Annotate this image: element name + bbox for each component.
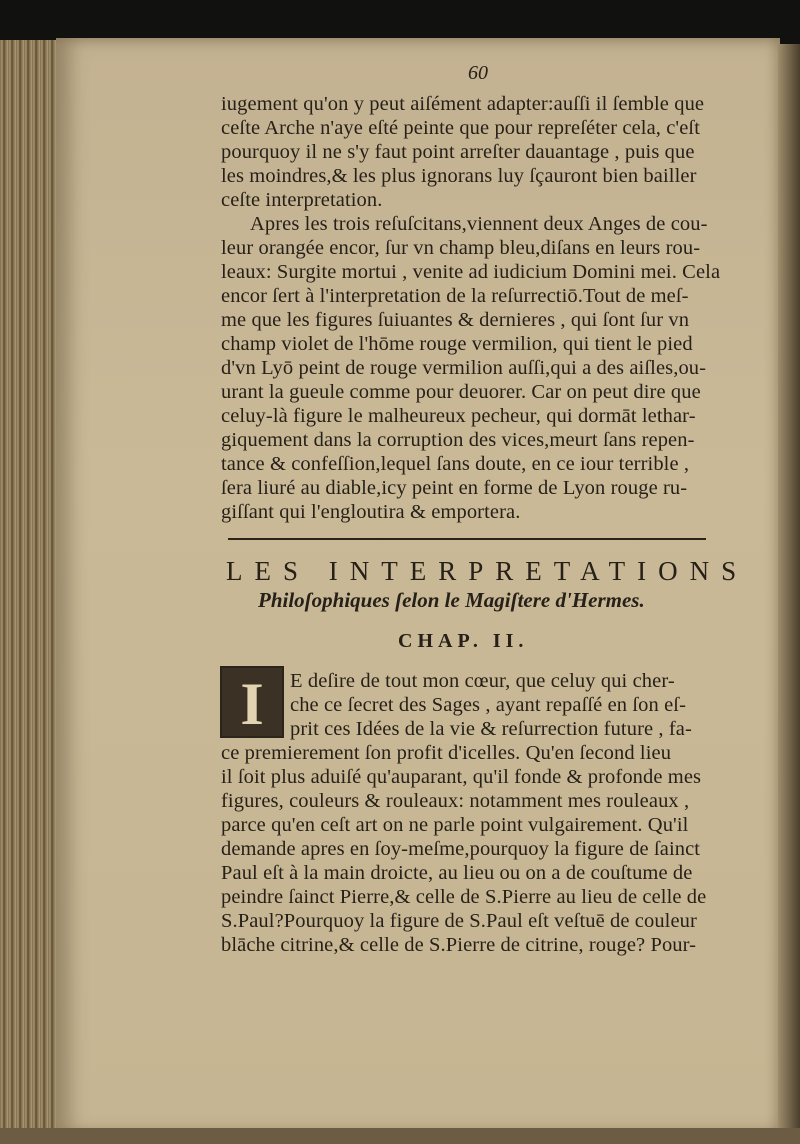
text-line: E deſire de tout mon cœur, que celuy qui cher-	[290, 670, 675, 692]
text-line: demande apres en ſoy-meſme,pourquoy la figure de ſainct	[221, 838, 701, 860]
text-line: les moindres,& les plus ignorans luy ſçauront bien bailler	[221, 165, 697, 187]
text-line: d'vn Lyō peint de rouge vermilion auſſi,qui a des aiſles,ou-	[221, 357, 707, 379]
section-divider-rule	[228, 538, 706, 540]
text-line: me que les figures ſuiuantes & dernieres , qui ſont ſur vn	[221, 309, 690, 331]
text-line: ceſte interpretation.	[221, 189, 383, 211]
section-heading: LES INTERPRETATIONS	[226, 556, 749, 586]
text-line: Apres les trois reſuſcitans,viennent deux Anges de cou-	[250, 213, 708, 235]
text-line: prit ces Idées de la vie & reſurrection future , fa-	[290, 718, 692, 740]
text-line: leaux: Surgite mortui , venite ad iudicium Domini mei. Cela	[221, 261, 721, 283]
decorated-initial: I	[220, 666, 284, 738]
text-line: figures, couleurs & rouleaux: notamment mes rouleaux ,	[221, 790, 690, 812]
section-subheading: Philoſophiques ſelon le Magiſtere d'Hermes.	[258, 588, 645, 612]
text-line: che ce ſecret des Sages , ayant repaſſé en ſon eſ-	[290, 694, 687, 716]
text-line: champ violet de l'hōme rouge vermilion, qui tient le pied	[221, 333, 693, 355]
text-line: tance & confeſſion,lequel ſans doute, en ce iour terrible ,	[221, 453, 690, 475]
text-line: parce qu'en ceſt art on ne parle point vulgairement. Qu'il	[221, 814, 689, 836]
text-line: pourquoy il ne s'y faut point arreſter dauantage , puis que	[221, 141, 695, 163]
text-line: iugement qu'on y peut aiſément adapter:auſſi il ſemble que	[221, 93, 705, 115]
scan-bottom-border	[0, 1128, 800, 1144]
text-line: giquement dans la corruption des vices,meurt ſans repen-	[221, 429, 695, 451]
text-line: blāche citrine,& celle de S.Pierre de citrine, rouge? Pour-	[221, 934, 697, 956]
text-line: S.Paul?Pourquoy la figure de S.Paul eſt veſtuē de couleur	[221, 910, 697, 932]
text-line: ſera liuré au diable,icy peint en forme de Lyon rouge ru-	[221, 477, 688, 499]
book-binding	[0, 40, 62, 1144]
page-edge	[778, 44, 800, 1144]
text-line: ce premierement ſon profit d'icelles. Qu'en ſecond lieu	[221, 742, 672, 764]
text-line: celuy-là figure le malheureux pecheur, qui dormāt lethar-	[221, 405, 696, 427]
text-line: giſſant qui l'engloutira & emportera.	[221, 501, 521, 523]
text-line: leur orangée encor, ſur vn champ bleu,diſans en leurs rou-	[221, 237, 701, 259]
text-line: urant la gueule comme pour deuorer. Car on peut dire que	[221, 381, 701, 403]
page-number: 60	[468, 62, 488, 84]
text-line: peindre ſainct Pierre,& celle de S.Pierre au lieu de celle de	[221, 886, 707, 908]
text-line: ceſte Arche n'aye eſté peinte que pour repreſéter cela, c'eſt	[221, 117, 701, 139]
chapter-label: CHAP. II.	[398, 630, 529, 652]
text-line: Paul eſt à la main droicte, au lieu ou on a de couſtume de	[221, 862, 693, 884]
text-line: encor ſert à l'interpretation de la reſurrectiō.Tout de meſ-	[221, 285, 689, 307]
text-line: il ſoit plus aduiſé qu'auparant, qu'il fonde & profonde mes	[221, 766, 702, 788]
